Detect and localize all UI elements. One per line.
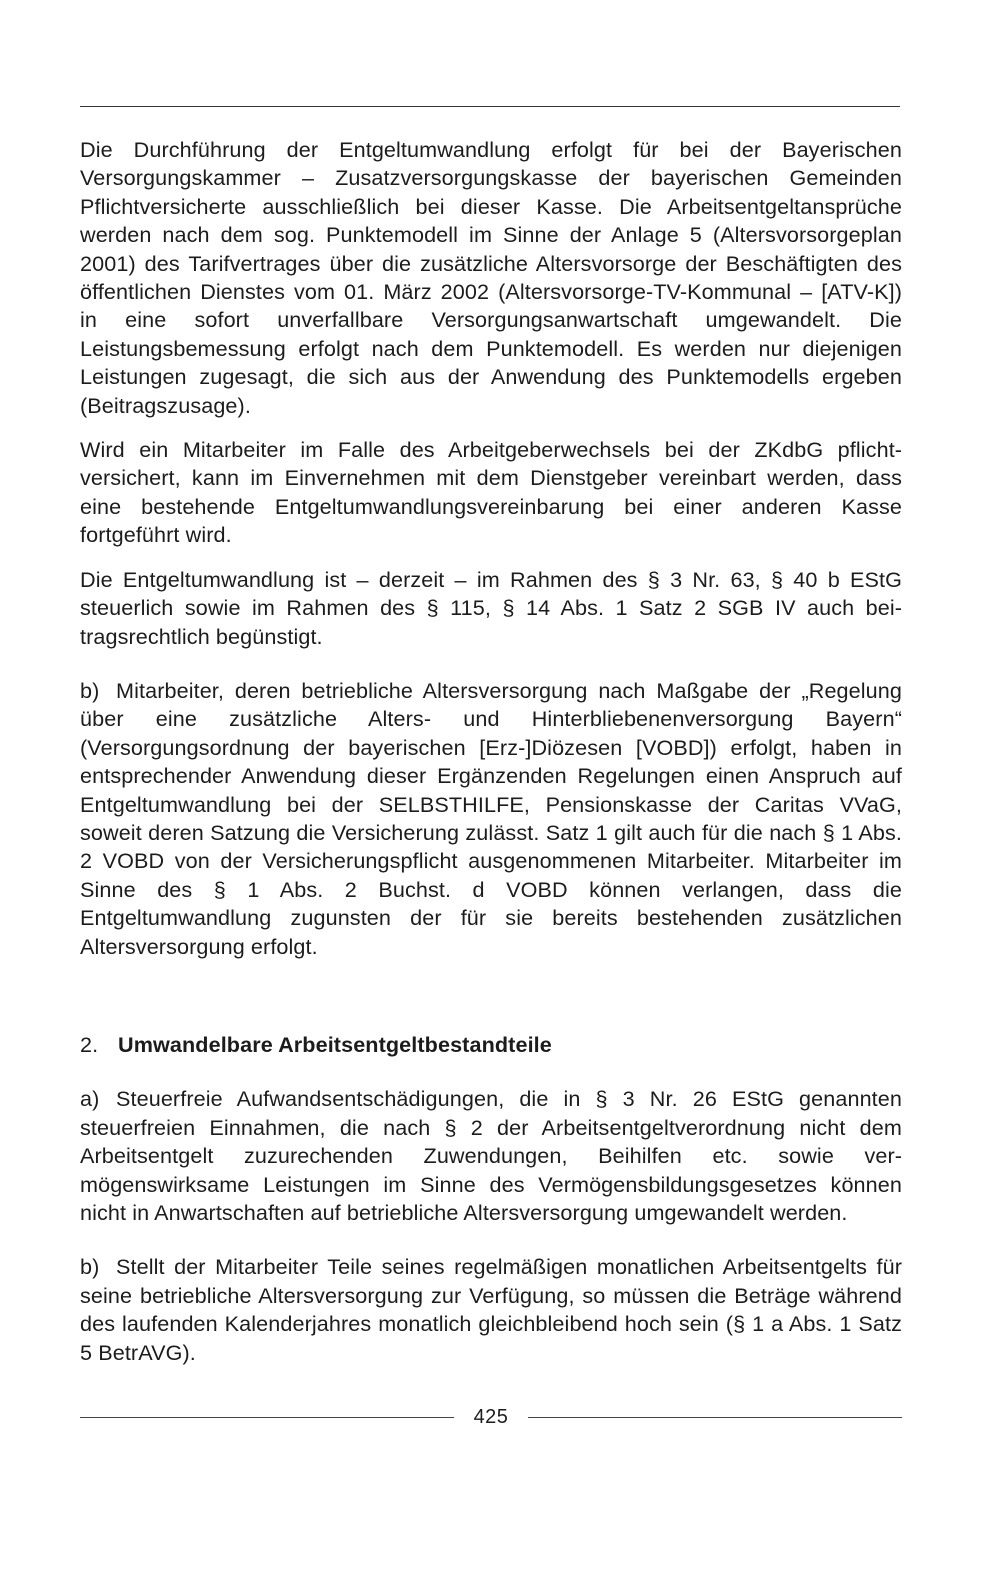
item-label-a: a) [80, 1086, 100, 1112]
section-heading [80, 1031, 902, 1059]
item-label-b: b) [80, 677, 100, 703]
paragraph-arbeitgeberwechsel: Wird ein Mitarbeiter im Falle des Arbeitgeberwechsels bei der ZKdbG pflichtversichert, kann im Einvernehmen mit dem Dienstgeber vereinbart werden, dass eine bestehende Entgeltumwandlungsvereinbarung bei einer anderen Kasse fortgeführt wird. [80, 437, 902, 548]
footer-rule-left [80, 1417, 454, 1418]
item-text-b: Mitarbeiter, deren betriebliche Altersversorgung nach Maßgabe der „Regelung über eine zusätzliche Alters- und Hinterbliebenenversorgung Bayern“ (Versorgungsordnung der bayerischen [Erz-]Diözesen [VOBD]) erfolgt, haben in entsprechender Anwendung dieser Ergänzenden Regelungen einen Anspruch auf Entgeltumwandlung bei der SELBSTHILFE, Pensionskasse der Caritas VVaG, soweit deren Satzung die Versicherung zulässt. Satz 1 gilt auch für die nach § 1 Abs. 2 VOBD von der Versicherungspflicht ausgenommenen Mitarbeiter. Mitarbeiter im Sinne des § 1 Abs. 2 Buchst. d VOBD können verlangen, dass die Entgeltumwandlung zugunsten der für sie bereits bestehenden zusätzlichen Altersversorgung erfolgt. [80, 677, 902, 959]
section-number: 2. [80, 1031, 99, 1057]
page-number: 425 [473, 1405, 509, 1428]
page-body [80, 136, 902, 1367]
paragraph-a-steuerfrei [80, 1085, 902, 1227]
item-text-b2: Stellt der Mitarbeiter Teile seines regelmäßigen monatlichen Arbeitsentgelts für seine betriebliche Altersversorgung zur Verfügung, so müssen die Beträge während des laufenden Kalenderjahres monatlich gleichbleibend hoch sein (§ 1 a Abs. 1 Satz 5 BetrAVG). [80, 1254, 902, 1365]
section-title: Umwandelbare Arbeitsentgeltbestandteile [118, 1031, 552, 1057]
paragraph-b-mitarbeiter [80, 677, 902, 961]
paragraph-durchfuehrung: Die Durchführung der Entgeltumwandlung erfolgt für bei der Bayerischen Versorgungskammer – Zusatzversorgungskasse der bayerischen Gemeinden Pflichtversicherte ausschließlich bei dieser Kasse. Die Arbeitsentgeltansprüche werden nach dem sog. Punktemodell im Sinne der Anlage 5 (Altersvorsorgeplan 2001) des Tarifvertrages über die zusätzliche Altersvorsorge der Beschäftigten des öffentlichen Dienstes vom 01. März 2002 (Altersvorsorge-TV-Kommunal – [ATV-K]) in eine sofort unverfallbare Versorgungsanwartschaft umgewandelt. Die Leistungsbemessung erfolgt nach dem Punktemodell. Es werden nur diejenigen Leistungen zugesagt, die sich aus der Anwendung des Punktemodells ergeben (Beitragszusage). [80, 137, 902, 418]
top-rule [80, 106, 900, 107]
item-text-a: Steuerfreie Aufwandsentschädigungen, die in § 3 Nr. 26 EStG genannten steuerfreien Einnahmen, die nach § 2 der Arbeitsentgeltverordnung nicht dem Arbeitsentgelt zuzurechenden Zuwendungen, Beihilfen etc. sowie vermögenswirksame Leistungen im Sinne des Vermögensbildungsgesetzes können nicht in Anwartschaften auf betriebliche Altersversorgung umgewandelt werden. [80, 1086, 902, 1225]
paragraph-steuerlich: Die Entgeltumwandlung ist – derzeit – im Rahmen des § 3 Nr. 63, § 40 b EStG steuerlich sowie im Rahmen des § 115, § 14 Abs. 1 Satz 2 SGB IV auch beitragsrechtlich begünstigt. [80, 566, 902, 649]
page-footer [80, 1402, 902, 1432]
paragraph-b-regelmaessig [80, 1253, 902, 1367]
item-label-b2: b) [80, 1254, 100, 1280]
footer-rule-right [528, 1417, 902, 1418]
